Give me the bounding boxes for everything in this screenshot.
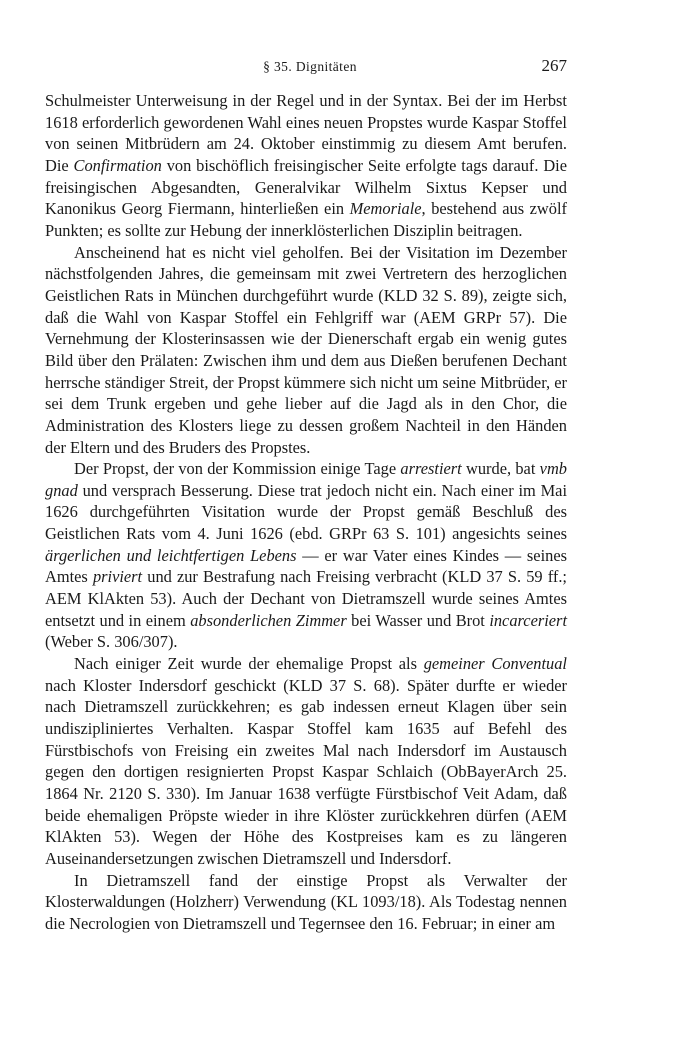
page-header: [45, 56, 567, 80]
italic-term: gemeiner Conventual: [423, 654, 567, 674]
paragraph: [45, 90, 567, 242]
italic-term: vmb gnad: [45, 459, 567, 500]
text-run: Anscheinend hat es nicht viel geholfen. Bei der Visitation im Dezember nächstfolgenden Jahres, die gemeinsam mit zwei Vertretern des herzoglichen Geistlichen Rats in München durchgeführt wurde (KLD 32 S. 89), zeigte sich, daß die Wahl von Kaspar Stoffel ein Fehlgriff war (AEM GRPr 57). Die Vernehmung der Klosterinsassen wie der Dienerschaft ergab ein wenig gutes Bild über den Prälaten: Zwischen ihm und dem aus Dießen berufenen Dechant herrsche ständiger Streit, der Propst kümmere sich nicht um seine Mitbrüder, er sei dem Trunk ergeben und gehe lieber auf die Jagd als in den Chor, die Administration des Klosters liege zu dessen großem Nachteil in den Händen der Eltern und des Bruders des Propstes.: [45, 242, 567, 457]
page-number: 267: [541, 56, 567, 75]
paragraph: [45, 242, 567, 459]
italic-term: absonderlichen Zimmer: [190, 610, 347, 630]
text-run: und zur Bestrafung nach Freising verbracht (KLD 37 S. 59 ff.; AEM KlAkten 53). Auch der Dechant von Dietramszell wurde seines Amtes entsetzt und in einem: [45, 567, 567, 630]
running-head: § 35. Dignitäten: [263, 59, 357, 74]
paragraph: [45, 653, 567, 870]
italic-term: ärgerlichen und leichtfertigen Lebens: [45, 545, 297, 565]
paragraph: [45, 458, 567, 653]
italic-term: priviert: [92, 567, 143, 587]
text-run: bei Wasser und Brot: [346, 610, 490, 630]
italic-term: Confirmation: [73, 155, 162, 175]
text-run: In Dietramszell fand der einstige Propst als Verwalter der Klosterwaldungen (Holzherr) Verwendung (KL 1093/18). Als Todestag nennen die Necrologien von Dietramszell und Tegernsee den 16. Februar; in einer am: [45, 870, 567, 933]
text-run: Der Propst, der von der Kommission einige Tage: [74, 459, 401, 479]
text-run: nach Kloster Indersdorf geschickt (KLD 37 S. 68). Später durfte er wieder nach Dietramszell zurückkehren; es gab indessen erneut Klagen über sein undiszipliniertes Verhalten. Kaspar Stoffel kam 1635 auf Befehl des Fürstbischofs von Freising ein zweites Mal nach Indersdorf im Austausch gegen den dortigen resignierten Propst Kaspar Schlaich (ObBayerArch 25. 1864 Nr. 2120 S. 330). Im Januar 1638 verfügte Fürstbischof Veit Adam, daß beide ehemaligen Pröpste wieder in ihre Klöster zurückkehren dürfen (AEM KlAkten 53). Wegen der Höhe des Kostpreises kam es zu längeren Auseinandersetzungen zwischen Dietramszell und Indersdorf.: [45, 675, 567, 868]
text-run: Nach einiger Zeit wurde der ehemalige Propst als: [74, 654, 424, 674]
italic-term: incarceriert: [489, 610, 567, 630]
italic-term: Memoriale: [349, 199, 422, 219]
text-run: von bischöflich freisingischer Seite erfolgte tags darauf. Die freisingischen Abgesandten, Generalvikar Wilhelm Sixtus Kepser und Kanonikus Georg Fiermann, hinterließen ein: [45, 155, 567, 219]
italic-term: arrestiert: [400, 459, 462, 479]
text-run: , bestehend aus zwölf Punkten; es sollte zur Hebung der innerklösterlichen Disziplin beitragen.: [45, 199, 567, 240]
body-text: [45, 90, 567, 935]
text-run: (Weber S. 306/307).: [45, 632, 178, 652]
text-run: — er war Vater eines Kindes — seines Amtes: [45, 545, 567, 587]
text-run: wurde, bat: [461, 459, 540, 479]
text-run: und versprach Besserung. Diese trat jedoch nicht ein. Nach einer im Mai 1626 durchgeführten Visitation wurde der Propst gemäß Beschluß des Geistlichen Rats vom 4. Juni 1626 (ebd. GRPr 63 S. 101) angesichts seines: [45, 480, 567, 544]
text-run: Schulmeister Unterweisung in der Regel und in der Syntax. Bei der im Herbst 1618 erforderlich gewordenen Wahl eines neuen Propstes wurde Kaspar Stoffel von seinen Mitbrüdern am 24. Oktober einstimmig zu diesem Amt berufen. Die: [45, 91, 567, 175]
paragraph: [45, 870, 567, 935]
